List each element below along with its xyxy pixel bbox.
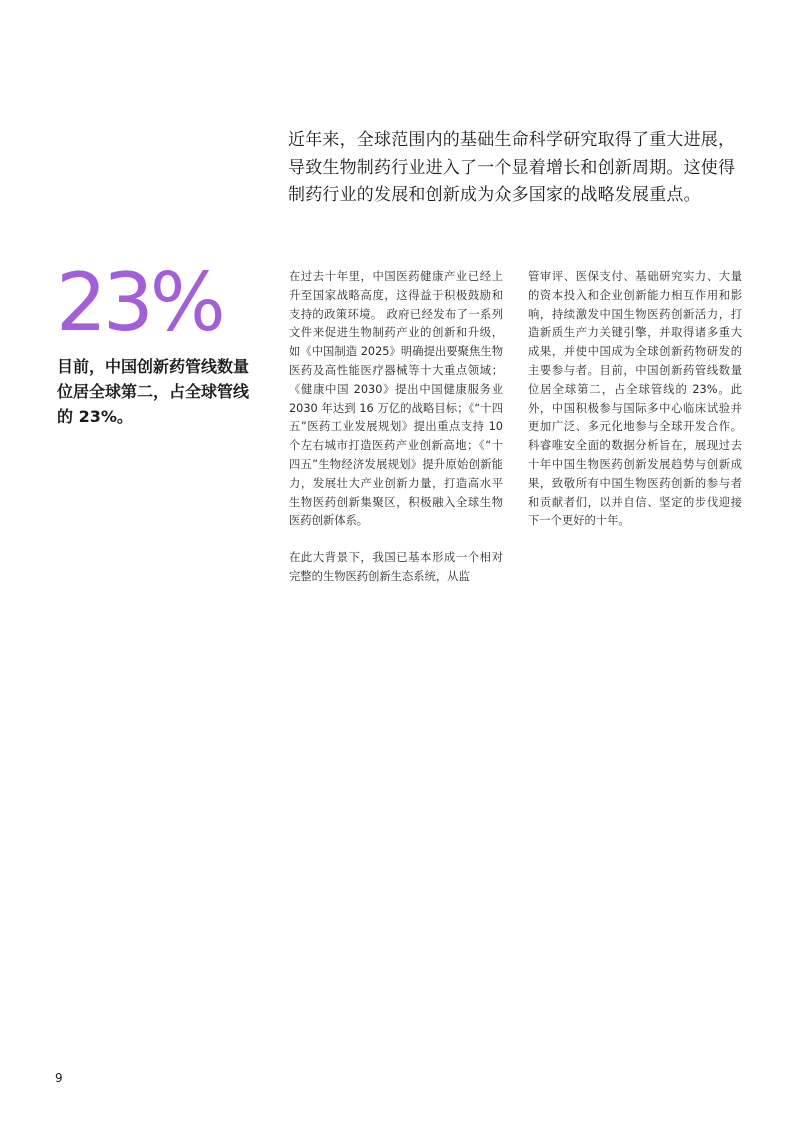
- page-number: 9: [55, 1071, 63, 1085]
- intro-paragraph: 近年来，全球范围内的基础生命科学研究取得了重大进展，导致生物制药行业进入了一个显着增长和创新周期。这使得制药行业的发展和创新成为众多国家的战略发展重点。: [288, 130, 736, 205]
- body-column-left: [289, 268, 503, 587]
- body-paragraph: 在此大背景下，我国已基本形成一个相对完整的生物医药创新生态系统，从监: [289, 551, 503, 583]
- body-column-right: [528, 268, 742, 531]
- highlight-stat-caption: 目前，中国创新药管线数量位居全球第二，占全球管线的 23%。: [57, 357, 250, 426]
- body-paragraph: 在过去十年里，中国医药健康产业已经上升至国家战略高度，这得益于积极鼓励和支持的政策环境。 政府已经发布了一系列文件来促进生物制药产业的创新和升级，如《中国制造 2025》明确提出要聚焦生物医药及高性能医疗器械等十大重点领域；《健康中国 2030》提出中国健康服务业 2030 年达到 16 万亿的战略目标；《“十四五”医药工业发展规划》提出重点支持 10 个左右城市打造医药产业创新高地；《“十四五”生物经济发展规划》提升原始创新能力，发展壮大产业创新力量，打造高水平生物医药创新集聚区，积极融入全球生物医药创新体系。: [289, 270, 503, 528]
- highlight-stat-number: 23%: [56, 256, 222, 349]
- body-paragraph: 管审评、医保支付、基础研究实力、大量的资本投入和企业创新能力相互作用和影响，持续激发中国生物医药创新活力，打造新质生产力关键引擎，并取得诸多重大成果，并使中国成为全球创新药物研发的主要参与者。目前，中国创新药管线数量位居全球第二，占全球管线的 23%。此外，中国积极参与国际多中心临床试验并更加广泛、多元化地参与全球开发合作。科睿唯安全面的数据分析旨在，展现过去十年中国生物医药创新发展趋势与创新成果，致敬所有中国生物医药创新的参与者和贡献者们，以并自信、坚定的步伐迎接下一个更好的十年。: [528, 270, 742, 528]
